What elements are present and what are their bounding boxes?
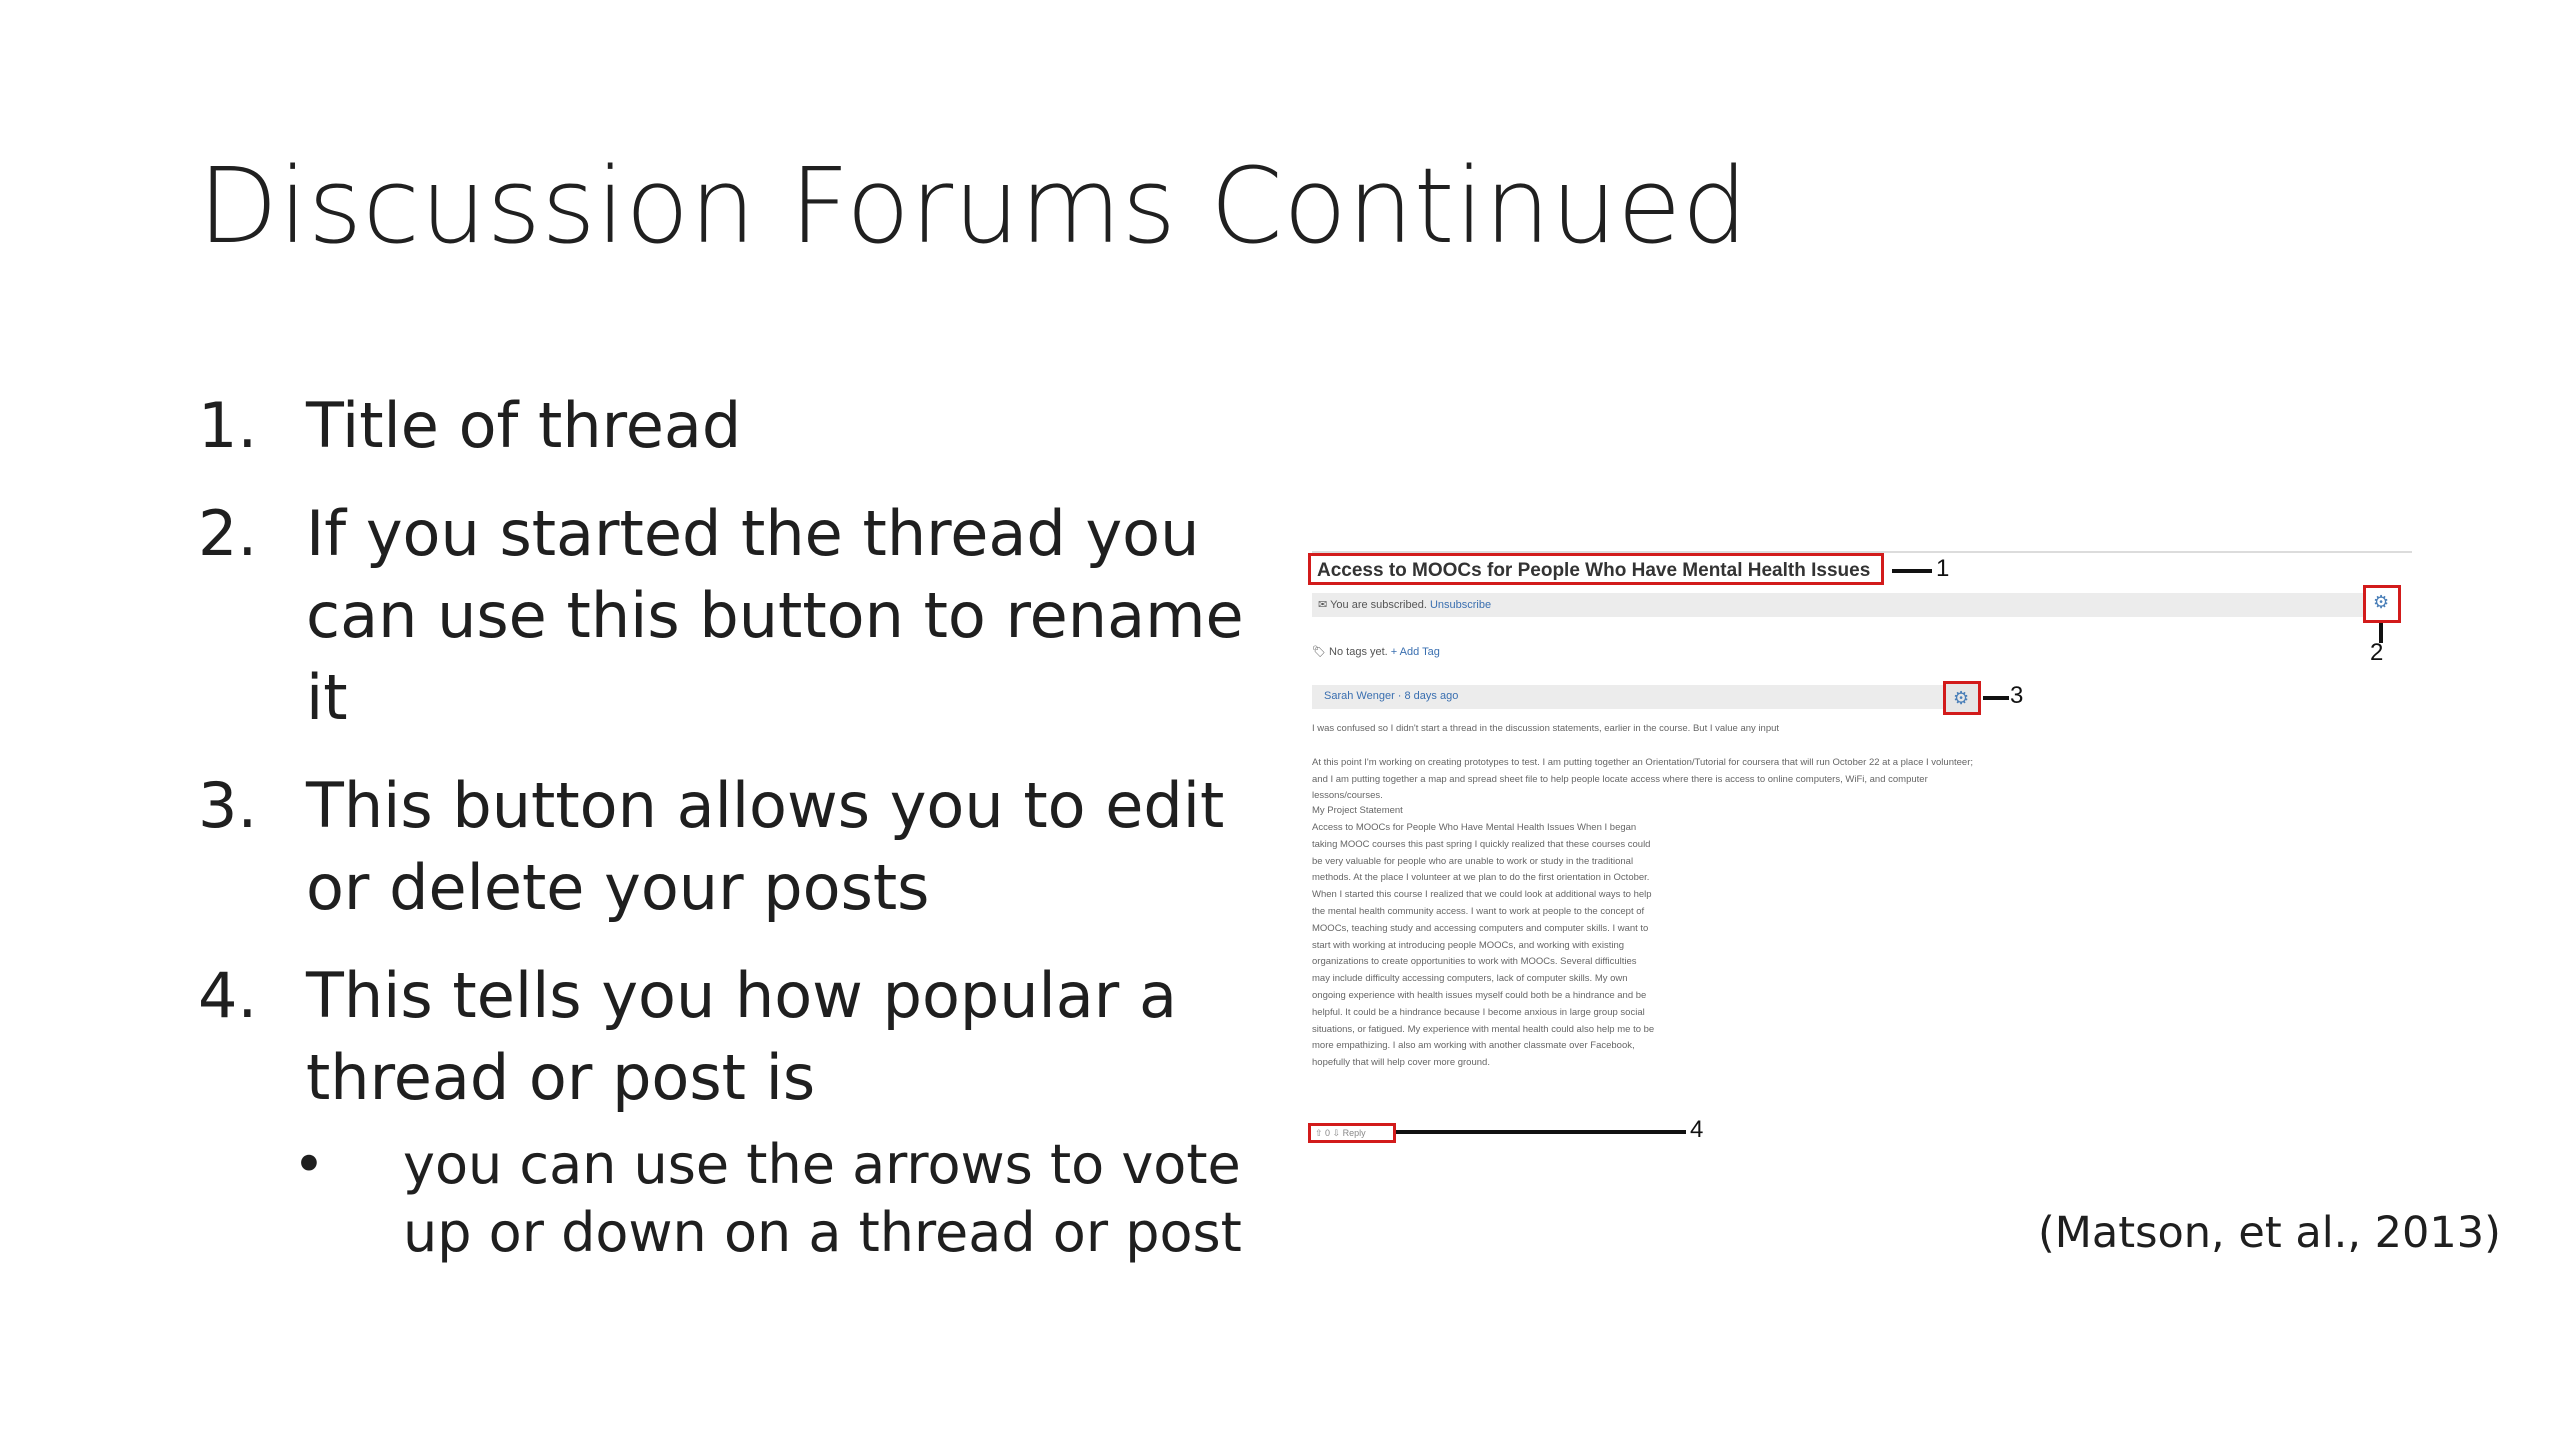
thread-title-highlight [1308, 553, 1884, 585]
callout-2: 2 [2370, 639, 2384, 666]
list-number: 3. [198, 769, 258, 842]
callout-4: 4 [1690, 1116, 1704, 1143]
unsubscribe-link[interactable]: Unsubscribe [1429, 599, 1492, 611]
slide-title: Discussion Forums Continued [198, 145, 1749, 267]
list-item [198, 955, 1268, 1119]
list-number: 1. [198, 389, 258, 462]
list-text: This button allows you to edit or delete your posts [306, 769, 1225, 924]
rename-thread-button[interactable] [2363, 585, 2401, 623]
statement-heading: My Project Statement [1312, 805, 1403, 816]
callout-1: 1 [1936, 555, 1950, 582]
post-first-line: I was confused so I didn't start a thread in the discussion statements, earlier in the course. But I value any input [1312, 723, 1780, 734]
list-text: Title of thread [306, 389, 742, 462]
add-tag-link[interactable]: + Add Tag [1390, 646, 1440, 658]
list-item [198, 765, 1268, 929]
vote-text[interactable]: ⇧ 0 ⇩ Reply [1315, 1128, 1366, 1138]
list-text: If you started the thread you can use this button to rename it [306, 497, 1244, 734]
subscribed-label: You are subscribed. [1330, 599, 1427, 611]
statement-text: Access to MOOCs for People Who Have Mental Health Issues When I began taking MOOC courses this past spring I quickly realized that these courses could be very valuable for people who are unable to work or study in the traditional methods. At the place I volunteer at we plan to do the first orientation in October. When I started this course I realized that we could look at additional ways to help the mental health community access. I want to work at people to the concept of MOOCs, teaching study and accessing computers and computer skills. I want to start with working at introducing people MOOCs, and working with existing organizations to create opportunities to work with MOOCs. Several difficulties may include difficulty accessing computers, lack of computer skills. My own ongoing experience with health issues myself could both be a hindrance and be helpful. It could be a hindrance because I become anxious in large group social situations, or fatigued. My experience with mental health could also help me to be more empathizing. I also am working with another classmate over Facebook, hopefully that will help cover more ground. [1312, 822, 1655, 1069]
numbered-list [198, 385, 1268, 1267]
list-number: 2. [198, 497, 258, 570]
list-number: 4. [198, 959, 258, 1032]
gear-icon: ⚙ [1953, 688, 1970, 708]
callout-3: 3 [2010, 682, 2024, 709]
gear-icon: ⚙ [2373, 592, 2390, 612]
vote-controls[interactable] [1308, 1123, 1396, 1143]
sub-bullet-text: you can use the arrows to vote up or down on a thread or post [403, 1133, 1242, 1264]
subscription-text: ✉ You are subscribed. Unsubscribe [1318, 599, 1492, 611]
callout-line-1 [1892, 569, 1932, 573]
post-paragraph: At this point I'm working on creating prototypes to test. I am putting together an Orientation/Tutorial for coursera that will run October 22 at a place I volunteer; and I am putting together a map and spread sheet file to help people locate access where there is access to online computers, WiFi, and computer lessons/courses. [1312, 757, 1973, 801]
thread-title: Access to MOOCs for People Who Have Mental Health Issues [1317, 560, 1871, 581]
forum-screenshot [1300, 545, 2415, 1145]
tags-row: 🏷 No tags yet. + Add Tag [1312, 646, 1440, 658]
list-item [198, 385, 1268, 467]
bullet-glyph: • [293, 1133, 325, 1196]
callout-line-4 [1396, 1130, 1686, 1134]
edit-post-button[interactable] [1943, 681, 1981, 715]
post-author[interactable]: Sarah Wenger · 8 days ago [1324, 690, 1459, 702]
citation: (Matson, et al., 2013) [2038, 1208, 2501, 1258]
subscription-bar [1312, 593, 2392, 617]
tags-label: No tags yet. [1329, 646, 1388, 658]
sub-bullet [293, 1131, 1268, 1267]
list-text: This tells you how popular a thread or post is [306, 959, 1177, 1114]
list-item [198, 493, 1268, 739]
post-header-bar [1312, 685, 1962, 709]
callout-line-3 [1983, 696, 2009, 700]
